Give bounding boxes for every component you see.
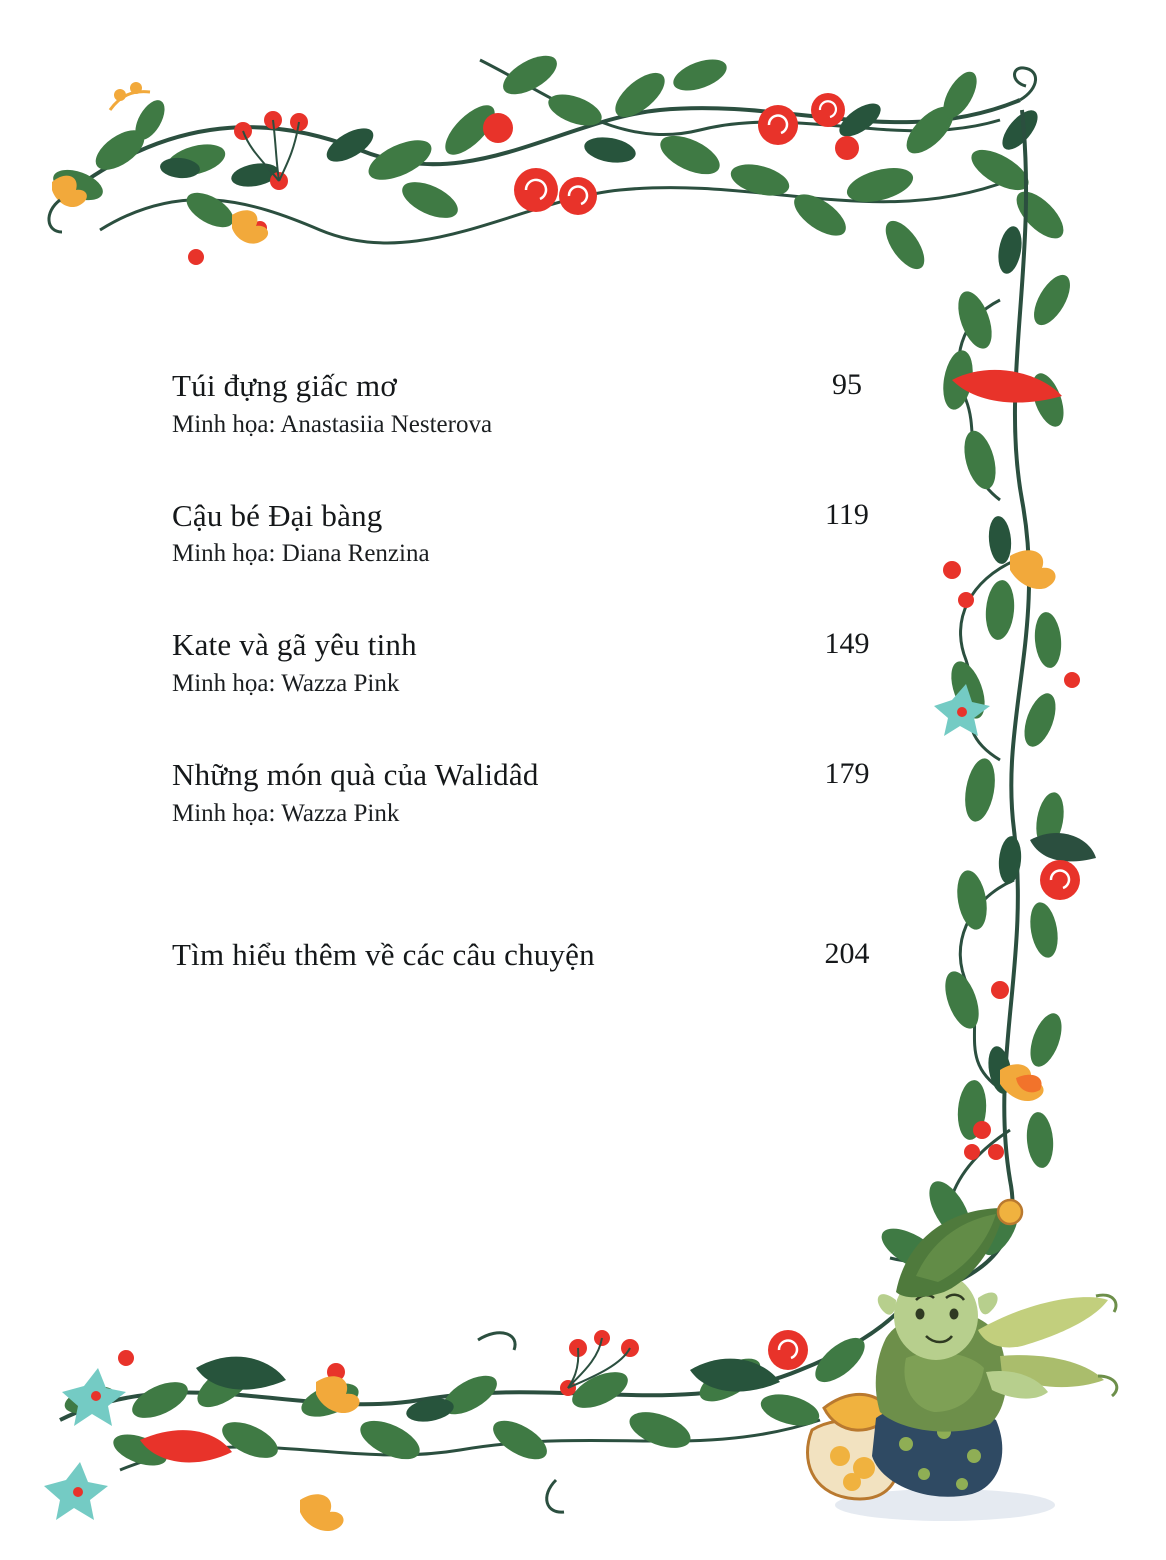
toc-entry-title: Tìm hiểu thêm về các câu chuyện [172,936,595,972]
toc-entry[interactable] [172,627,872,699]
toc-entry[interactable] [172,498,872,570]
toc-entry[interactable] [172,368,872,440]
floral-vine-right-group [875,110,1096,1280]
elf-with-gold-pot-illustration [808,1200,1117,1521]
toc-entry-title: Những món quà của Walidâd [172,756,539,792]
toc-entry-page-number: 204 [824,936,870,970]
toc-entry-credit: Minh họa: Wazza Pink [172,799,400,827]
toc-entry-page-number: 95 [832,368,862,401]
toc-entry-page-number: 119 [825,497,869,531]
floral-vine-top-group [49,48,1071,276]
toc-entry-credit: Minh họa: Diana Renzina [172,540,430,568]
toc-entry-title: Túi đựng giấc mơ [172,368,397,403]
toc-entry[interactable] [172,937,872,973]
toc-entry-title: Cậu bé Đại bàng [172,497,383,533]
toc-entry-credit: Minh họa: Wazza Pink [172,669,400,697]
toc-entry[interactable] [172,757,872,829]
toc-entry-page-number: 149 [824,627,870,661]
floral-vine-bottom-group [44,1310,900,1531]
toc-entry-page-number: 179 [824,756,870,790]
table-of-contents [172,368,872,972]
toc-entry-title: Kate và gã yêu tinh [172,627,417,663]
toc-entry-credit: Minh họa: Anastasiia Nesterova [172,410,493,438]
